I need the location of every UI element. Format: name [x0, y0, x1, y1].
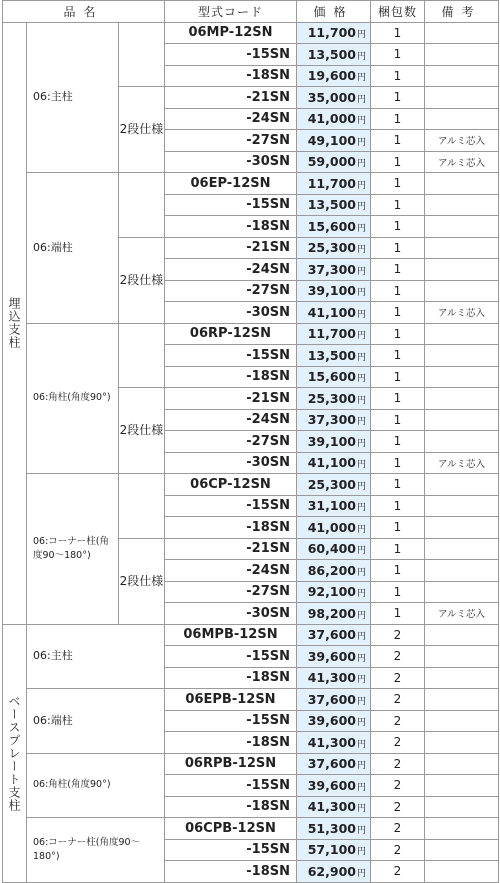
price-value: 62,900 [307, 863, 356, 879]
price-value: 49,100 [307, 132, 356, 148]
product-name: 06:端柱 [27, 173, 119, 324]
yen-unit: 円 [356, 266, 366, 277]
pack-qty: 2 [371, 753, 425, 775]
price-value: 15,600 [307, 369, 356, 385]
model-code: -15SN [165, 710, 297, 732]
pack-qty: 2 [371, 818, 425, 840]
model-code: -21SN [165, 87, 297, 109]
pack-qty: 1 [371, 173, 425, 195]
price-value: 39,600 [307, 713, 356, 729]
model-code: 06CPB-12SN [165, 818, 297, 840]
yen-unit: 円 [356, 202, 366, 213]
yen-unit: 円 [356, 782, 366, 793]
yen-unit: 円 [356, 481, 366, 492]
price-value: 11,700 [307, 326, 356, 342]
price-value: 25,300 [307, 476, 356, 492]
price-cell [297, 194, 371, 216]
price-cell [297, 108, 371, 130]
price-value: 37,300 [307, 261, 356, 277]
price-value: 31,100 [307, 498, 356, 514]
model-code: -27SN [165, 581, 297, 603]
price-value: 39,600 [307, 777, 356, 793]
pack-qty: 2 [371, 646, 425, 668]
price-cell [297, 474, 371, 496]
price-value: 92,100 [307, 584, 356, 600]
pack-qty: 1 [371, 345, 425, 367]
yen-unit: 円 [356, 632, 366, 643]
remark [425, 22, 499, 44]
model-code: -30SN [165, 603, 297, 625]
pack-qty: 2 [371, 796, 425, 818]
pack-qty: 1 [371, 216, 425, 238]
yen-unit: 円 [356, 417, 366, 428]
remark: アルミ芯入 [425, 302, 499, 324]
price-value: 13,500 [307, 46, 356, 62]
remark [425, 216, 499, 238]
option-blank [119, 474, 165, 539]
pack-qty: 1 [371, 603, 425, 625]
price-cell [297, 861, 371, 883]
pack-qty: 1 [371, 302, 425, 324]
yen-unit: 円 [356, 309, 366, 320]
option-label: 2段仕様 [119, 87, 165, 173]
model-code: -27SN [165, 130, 297, 152]
model-code: -15SN [165, 44, 297, 66]
price-cell [297, 44, 371, 66]
price-cell [297, 732, 371, 754]
price-cell [297, 431, 371, 453]
product-name: 06:コーナー柱(角度90〜180°) [27, 818, 165, 883]
price-value: 37,600 [307, 691, 356, 707]
model-code: -24SN [165, 560, 297, 582]
price-cell [297, 345, 371, 367]
yen-unit: 円 [356, 116, 366, 127]
table-row [3, 753, 499, 775]
model-code: -21SN [165, 237, 297, 259]
price-value: 39,100 [307, 433, 356, 449]
pack-qty: 2 [371, 839, 425, 861]
remark [425, 173, 499, 195]
model-code: -15SN [165, 495, 297, 517]
pack-qty: 1 [371, 259, 425, 281]
price-value: 41,100 [307, 455, 356, 471]
model-code: 06CP-12SN [165, 474, 297, 496]
product-name: 06:主柱 [27, 624, 165, 689]
product-name: 06:角柱(角度90°) [27, 323, 119, 474]
remark [425, 560, 499, 582]
model-code: -24SN [165, 409, 297, 431]
yen-unit: 円 [356, 610, 366, 621]
remark [425, 345, 499, 367]
price-cell [297, 560, 371, 582]
remark [425, 796, 499, 818]
remark [425, 624, 499, 646]
pack-qty: 1 [371, 108, 425, 130]
price-cell [297, 366, 371, 388]
pack-qty: 2 [371, 667, 425, 689]
price-value: 13,500 [307, 197, 356, 213]
pack-qty: 1 [371, 431, 425, 453]
yen-unit: 円 [356, 567, 366, 578]
yen-unit: 円 [356, 868, 366, 879]
yen-unit: 円 [356, 159, 366, 170]
model-code: -18SN [165, 517, 297, 539]
pack-qty: 2 [371, 710, 425, 732]
price-value: 39,100 [307, 283, 356, 299]
yen-unit: 円 [356, 94, 366, 105]
yen-unit: 円 [356, 847, 366, 858]
pack-qty: 1 [371, 22, 425, 44]
price-value: 37,600 [307, 627, 356, 643]
pack-qty: 1 [371, 87, 425, 109]
price-value: 37,600 [307, 756, 356, 772]
category-label: ベースプレート支柱 [3, 624, 27, 882]
header-qty: 梱包数 [371, 1, 425, 23]
yen-unit: 円 [356, 718, 366, 729]
price-cell [297, 495, 371, 517]
remark [425, 474, 499, 496]
model-code: -15SN [165, 775, 297, 797]
model-code: 06RPB-12SN [165, 753, 297, 775]
yen-unit: 円 [356, 675, 366, 686]
price-value: 25,300 [307, 390, 356, 406]
pack-qty: 1 [371, 130, 425, 152]
price-cell [297, 538, 371, 560]
model-code: -18SN [165, 861, 297, 883]
model-code: -15SN [165, 646, 297, 668]
pack-qty: 1 [371, 538, 425, 560]
remark [425, 581, 499, 603]
remark [425, 87, 499, 109]
product-name: 06:主柱 [27, 22, 119, 173]
table-row [3, 689, 499, 711]
price-cell [297, 818, 371, 840]
yen-unit: 円 [356, 374, 366, 385]
pack-qty: 1 [371, 409, 425, 431]
header-name: 品名 [3, 1, 165, 23]
remark [425, 775, 499, 797]
table-row [3, 173, 499, 195]
pack-qty: 1 [371, 388, 425, 410]
price-cell [297, 237, 371, 259]
table-row [3, 818, 499, 840]
yen-unit: 円 [356, 438, 366, 449]
price-value: 41,000 [307, 519, 356, 535]
price-value: 41,300 [307, 799, 356, 815]
price-cell [297, 452, 371, 474]
model-code: 06MPB-12SN [165, 624, 297, 646]
model-code: -18SN [165, 65, 297, 87]
price-cell [297, 646, 371, 668]
model-code: -15SN [165, 345, 297, 367]
yen-unit: 円 [356, 180, 366, 191]
yen-unit: 円 [356, 137, 366, 148]
price-value: 13,500 [307, 347, 356, 363]
table-row [3, 323, 499, 345]
remark [425, 65, 499, 87]
yen-unit: 円 [356, 223, 366, 234]
header-price: 価格 [297, 1, 371, 23]
header-row [3, 1, 499, 23]
price-cell [297, 796, 371, 818]
yen-unit: 円 [356, 73, 366, 84]
remark [425, 732, 499, 754]
yen-unit: 円 [356, 696, 366, 707]
model-code: -30SN [165, 302, 297, 324]
remark [425, 194, 499, 216]
pack-qty: 1 [371, 151, 425, 173]
model-code: -18SN [165, 667, 297, 689]
price-cell [297, 667, 371, 689]
yen-unit: 円 [356, 395, 366, 406]
remark [425, 689, 499, 711]
price-cell [297, 87, 371, 109]
option-blank [119, 22, 165, 87]
yen-unit: 円 [356, 288, 366, 299]
table-row [3, 624, 499, 646]
pack-qty: 2 [371, 775, 425, 797]
pack-qty: 1 [371, 474, 425, 496]
yen-unit: 円 [356, 589, 366, 600]
price-cell [297, 839, 371, 861]
yen-unit: 円 [356, 739, 366, 750]
model-code: -27SN [165, 431, 297, 453]
remark [425, 818, 499, 840]
price-value: 41,000 [307, 111, 356, 127]
price-cell [297, 65, 371, 87]
remark [425, 44, 499, 66]
price-value: 60,400 [307, 541, 356, 557]
product-name: 06:コーナー柱(角度90〜180°) [27, 474, 119, 625]
product-name: 06:端柱 [27, 689, 165, 754]
option-label: 2段仕様 [119, 388, 165, 474]
yen-unit: 円 [356, 30, 366, 41]
remark [425, 431, 499, 453]
model-code: -21SN [165, 538, 297, 560]
model-code: -15SN [165, 194, 297, 216]
pack-qty: 1 [371, 237, 425, 259]
price-value: 11,700 [307, 25, 356, 41]
model-code: -30SN [165, 452, 297, 474]
model-code: -18SN [165, 216, 297, 238]
price-cell [297, 603, 371, 625]
remark: アルミ芯入 [425, 603, 499, 625]
price-value: 37,300 [307, 412, 356, 428]
price-cell [297, 710, 371, 732]
model-code: 06EP-12SN [165, 173, 297, 195]
yen-unit: 円 [356, 761, 366, 772]
model-code: -27SN [165, 280, 297, 302]
price-value: 57,100 [307, 842, 356, 858]
price-value: 86,200 [307, 562, 356, 578]
price-cell [297, 624, 371, 646]
remark [425, 280, 499, 302]
pack-qty: 2 [371, 732, 425, 754]
option-blank [119, 323, 165, 388]
yen-unit: 円 [356, 804, 366, 815]
remark [425, 259, 499, 281]
yen-unit: 円 [356, 460, 366, 471]
pack-qty: 1 [371, 194, 425, 216]
price-value: 15,600 [307, 218, 356, 234]
remark: アルミ芯入 [425, 452, 499, 474]
price-cell [297, 517, 371, 539]
yen-unit: 円 [356, 352, 366, 363]
model-code: -24SN [165, 108, 297, 130]
model-code: -18SN [165, 366, 297, 388]
category-label: 埋込支柱 [3, 22, 27, 624]
pack-qty: 1 [371, 44, 425, 66]
price-cell [297, 689, 371, 711]
model-code: 06EPB-12SN [165, 689, 297, 711]
model-code: -30SN [165, 151, 297, 173]
price-value: 19,600 [307, 68, 356, 84]
model-code: 06RP-12SN [165, 323, 297, 345]
option-blank [119, 173, 165, 238]
remark [425, 646, 499, 668]
yen-unit: 円 [356, 524, 366, 535]
model-code: 06MP-12SN [165, 22, 297, 44]
price-cell [297, 151, 371, 173]
price-cell [297, 581, 371, 603]
price-value: 41,300 [307, 734, 356, 750]
price-value: 41,100 [307, 304, 356, 320]
remark [425, 517, 499, 539]
price-value: 39,600 [307, 648, 356, 664]
price-cell [297, 323, 371, 345]
price-cell [297, 216, 371, 238]
remark [425, 366, 499, 388]
remark [425, 409, 499, 431]
remark [425, 753, 499, 775]
remark [425, 710, 499, 732]
price-cell [297, 259, 371, 281]
product-name: 06:角柱(角度90°) [27, 753, 165, 818]
price-cell [297, 409, 371, 431]
remark [425, 323, 499, 345]
price-value: 11,700 [307, 175, 356, 191]
price-cell [297, 302, 371, 324]
price-value: 41,300 [307, 670, 356, 686]
table-body [3, 22, 499, 882]
remark [425, 667, 499, 689]
pack-qty: 1 [371, 495, 425, 517]
pack-qty: 2 [371, 624, 425, 646]
header-code: 型式コード [165, 1, 297, 23]
remark [425, 495, 499, 517]
pack-qty: 2 [371, 861, 425, 883]
yen-unit: 円 [356, 503, 366, 514]
pack-qty: 1 [371, 323, 425, 345]
model-code: -15SN [165, 839, 297, 861]
pack-qty: 1 [371, 452, 425, 474]
remark [425, 839, 499, 861]
pack-qty: 2 [371, 689, 425, 711]
model-code: -24SN [165, 259, 297, 281]
price-cell [297, 130, 371, 152]
remark [425, 388, 499, 410]
pack-qty: 1 [371, 581, 425, 603]
remark: アルミ芯入 [425, 151, 499, 173]
option-label: 2段仕様 [119, 237, 165, 323]
price-value: 25,300 [307, 240, 356, 256]
yen-unit: 円 [356, 51, 366, 62]
price-cell [297, 753, 371, 775]
table-row [3, 474, 499, 496]
remark: アルミ芯入 [425, 130, 499, 152]
price-value: 51,300 [307, 820, 356, 836]
price-table [2, 0, 499, 883]
price-cell [297, 775, 371, 797]
remark [425, 538, 499, 560]
price-value: 35,000 [307, 89, 356, 105]
price-value: 98,200 [307, 605, 356, 621]
price-value: 59,000 [307, 154, 356, 170]
price-cell [297, 173, 371, 195]
pack-qty: 1 [371, 560, 425, 582]
yen-unit: 円 [356, 245, 366, 256]
remark [425, 108, 499, 130]
pack-qty: 1 [371, 517, 425, 539]
table-row [3, 22, 499, 44]
pack-qty: 1 [371, 366, 425, 388]
price-cell [297, 388, 371, 410]
yen-unit: 円 [356, 825, 366, 836]
option-label: 2段仕様 [119, 538, 165, 624]
model-code: -18SN [165, 796, 297, 818]
pack-qty: 1 [371, 280, 425, 302]
remark [425, 861, 499, 883]
model-code: -18SN [165, 732, 297, 754]
header-note: 備考 [425, 1, 499, 23]
price-cell [297, 280, 371, 302]
pack-qty: 1 [371, 65, 425, 87]
yen-unit: 円 [356, 653, 366, 664]
remark [425, 237, 499, 259]
price-cell [297, 22, 371, 44]
model-code: -21SN [165, 388, 297, 410]
yen-unit: 円 [356, 546, 366, 557]
yen-unit: 円 [356, 331, 366, 342]
